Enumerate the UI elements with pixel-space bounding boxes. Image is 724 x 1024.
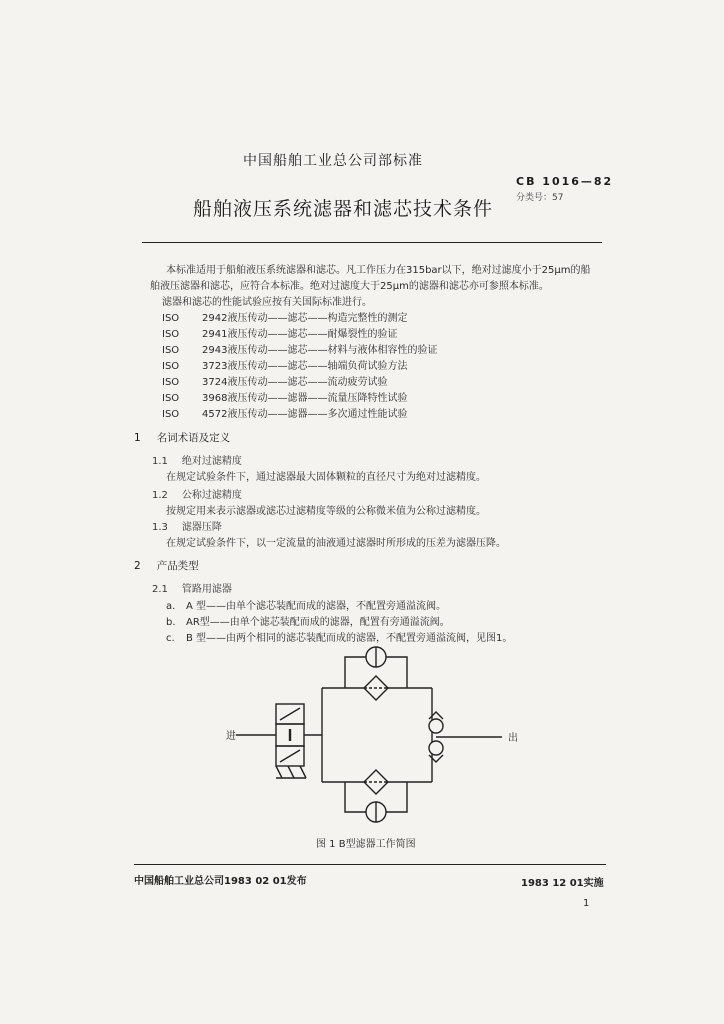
figure-caption: 图 1 B型滤器工作简图 bbox=[316, 839, 416, 850]
section-number: 1 bbox=[134, 432, 141, 444]
inlet-label: 进 bbox=[226, 731, 236, 742]
iso-reference: ISO 4572液压传动——滤器——多次通过性能试验 bbox=[162, 409, 408, 420]
lower-check-valve-icon bbox=[429, 741, 443, 755]
type-item: a. A 型——由单个滤芯装配而成的滤器，不配置旁通溢流阀。 bbox=[166, 601, 447, 612]
iso-reference: ISO 3723液压传动——滤芯——轴端负荷试验方法 bbox=[162, 361, 408, 372]
footer-divider bbox=[134, 864, 606, 865]
subsection-heading: 1.3 滤器压降 bbox=[152, 522, 222, 533]
page-number: 1 bbox=[583, 898, 590, 909]
type-item: c. B 型——由两个相同的滤芯装配而成的滤器，不配置旁通溢流阀，见图1。 bbox=[166, 633, 513, 644]
section-title: 名词术语及定义 bbox=[156, 432, 231, 444]
b-type-filter-diagram bbox=[222, 640, 542, 830]
iso-reference: ISO 2942液压传动——滤芯——构造完整性的测定 bbox=[162, 313, 408, 324]
upper-check-valve-icon bbox=[429, 719, 443, 733]
subsection-heading: 2.1 管路用滤器 bbox=[152, 584, 232, 595]
classification-number: 分类号：57 bbox=[516, 193, 564, 203]
definition-text: 在规定试验条件下，通过滤器最大固体颗粒的直径尺寸为绝对过滤精度。 bbox=[166, 472, 486, 483]
intro-line: 舶液压滤器和滤芯，应符合本标准。绝对过滤度大于25μm的滤器和滤芯亦可参照本标准。 bbox=[150, 281, 549, 292]
section-number: 2 bbox=[134, 560, 141, 572]
effective-date: 1983 12 01实施 bbox=[521, 878, 604, 889]
intro-line: 本标准适用于船舶液压系统滤器和滤芯。凡工作压力在315bar以下，绝对过滤度小于25μm的船 bbox=[166, 265, 591, 276]
subsection-heading: 1.2 公称过滤精度 bbox=[152, 490, 242, 501]
check-valve-seat bbox=[429, 755, 443, 762]
issue-date: 中国船舶工业总公司1983 02 01发布 bbox=[134, 876, 307, 887]
issuing-organization: 中国船舶工业总公司部标准 bbox=[243, 153, 423, 169]
iso-reference: ISO 3724液压传动——滤芯——流动疲劳试验 bbox=[162, 377, 388, 388]
outlet-label: 出 bbox=[508, 733, 518, 744]
standard-code: CB 1016—82 bbox=[516, 175, 614, 188]
check-valve-seat bbox=[429, 712, 443, 719]
valve-mounting-base bbox=[276, 766, 306, 778]
type-item: b. AR型——由单个滤芯装配而成的滤器，配置有旁通溢流阀。 bbox=[166, 617, 450, 628]
document-title: 船舶液压系统滤器和滤芯技术条件 bbox=[193, 198, 494, 220]
intro-line: 滤器和滤芯的性能试验应按有关国际标准进行。 bbox=[162, 297, 372, 308]
section-title: 产品类型 bbox=[156, 560, 199, 572]
iso-reference: ISO 2943液压传动——滤芯——材料与液体相容性的验证 bbox=[162, 345, 438, 356]
definition-text: 按规定用来表示滤器或滤芯过滤精度等级的公称微米值为公称过滤精度。 bbox=[166, 506, 486, 517]
iso-reference: ISO 3968液压传动——滤器——流量压降特性试验 bbox=[162, 393, 408, 404]
section-heading bbox=[134, 430, 230, 445]
iso-reference: ISO 2941液压传动——滤芯——耐爆裂性的验证 bbox=[162, 329, 398, 340]
section-heading bbox=[134, 558, 199, 573]
header-divider bbox=[142, 242, 602, 243]
definition-text: 在规定试验条件下，以一定流量的油液通过滤器时所形成的压差为滤器压降。 bbox=[166, 538, 506, 549]
subsection-heading: 1.1 绝对过滤精度 bbox=[152, 456, 242, 467]
